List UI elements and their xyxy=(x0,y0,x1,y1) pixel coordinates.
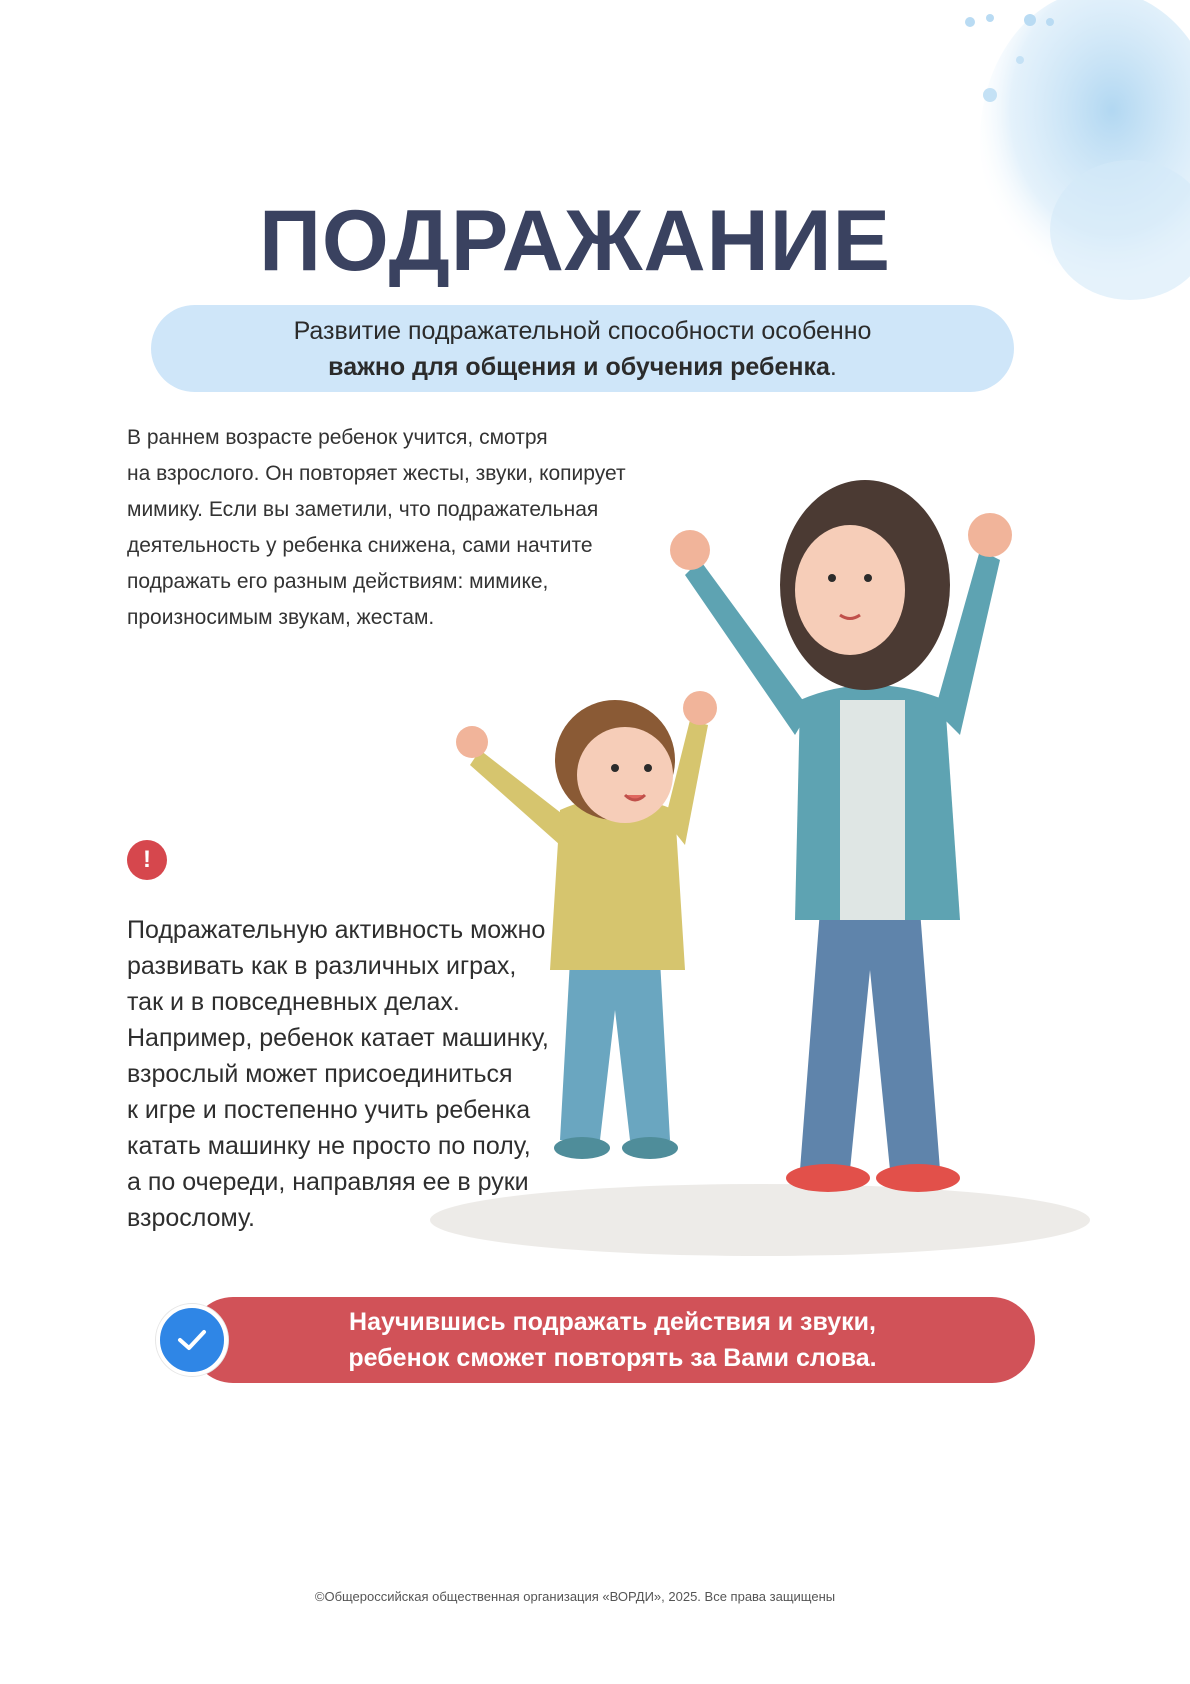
intro-line: на взрослого. Он повторяет жесты, звуки, копирует xyxy=(127,462,626,485)
result-banner xyxy=(190,1297,1035,1383)
activity-line: к игре и постепенно учить ребенка xyxy=(127,1096,531,1124)
activity-line: а по очереди, направляя ее в руки xyxy=(127,1168,529,1196)
subtitle-end: . xyxy=(829,353,837,381)
exclamation-icon: ! xyxy=(127,840,167,880)
activity-line: развивать как в различных играх, xyxy=(127,952,517,980)
intro-line: произносимым звукам, жестам. xyxy=(127,606,435,629)
activity-line: катать машинку не просто по полу, xyxy=(127,1132,531,1160)
activity-line: взрослому. xyxy=(127,1204,255,1232)
activity-line: Например, ребенок катает машинку, xyxy=(127,1024,549,1052)
copyright-footer: ©Общероссийская общественная организация «ВОРДИ», 2025. Все права защищены xyxy=(314,1589,836,1604)
banner-line1: Научившись подражать действия и звуки, xyxy=(349,1308,876,1336)
intro-line: деятельность у ребенка снижена, сами начтите xyxy=(127,534,593,557)
subtitle-bold: важно для общения и обучения ребенка xyxy=(328,353,830,381)
activity-line: Подражательную активность можно xyxy=(127,916,546,944)
intro-line: мимику. Если вы заметили, что подражательная xyxy=(127,498,599,521)
intro-line: подражать его разным действиям: мимике, xyxy=(127,570,549,593)
subtitle-pill xyxy=(151,305,1014,392)
activity-line: так и в повседневных делах. xyxy=(127,988,460,1016)
mother-figure xyxy=(670,480,1012,1192)
banner-line2: ребенок сможет повторять за Вами слова. xyxy=(348,1344,877,1372)
subtitle-line2 xyxy=(151,349,1014,385)
subtitle-line1: Развитие подражательной способности особенно xyxy=(293,317,872,345)
intro-line: В раннем возрасте ребенок учится, смотря xyxy=(127,426,548,449)
activity-line: взрослый может присоединиться xyxy=(127,1060,513,1088)
activity-paragraph xyxy=(127,912,597,1236)
page-title: ПОДРАЖАНИЕ xyxy=(259,193,891,289)
check-icon xyxy=(156,1304,228,1376)
